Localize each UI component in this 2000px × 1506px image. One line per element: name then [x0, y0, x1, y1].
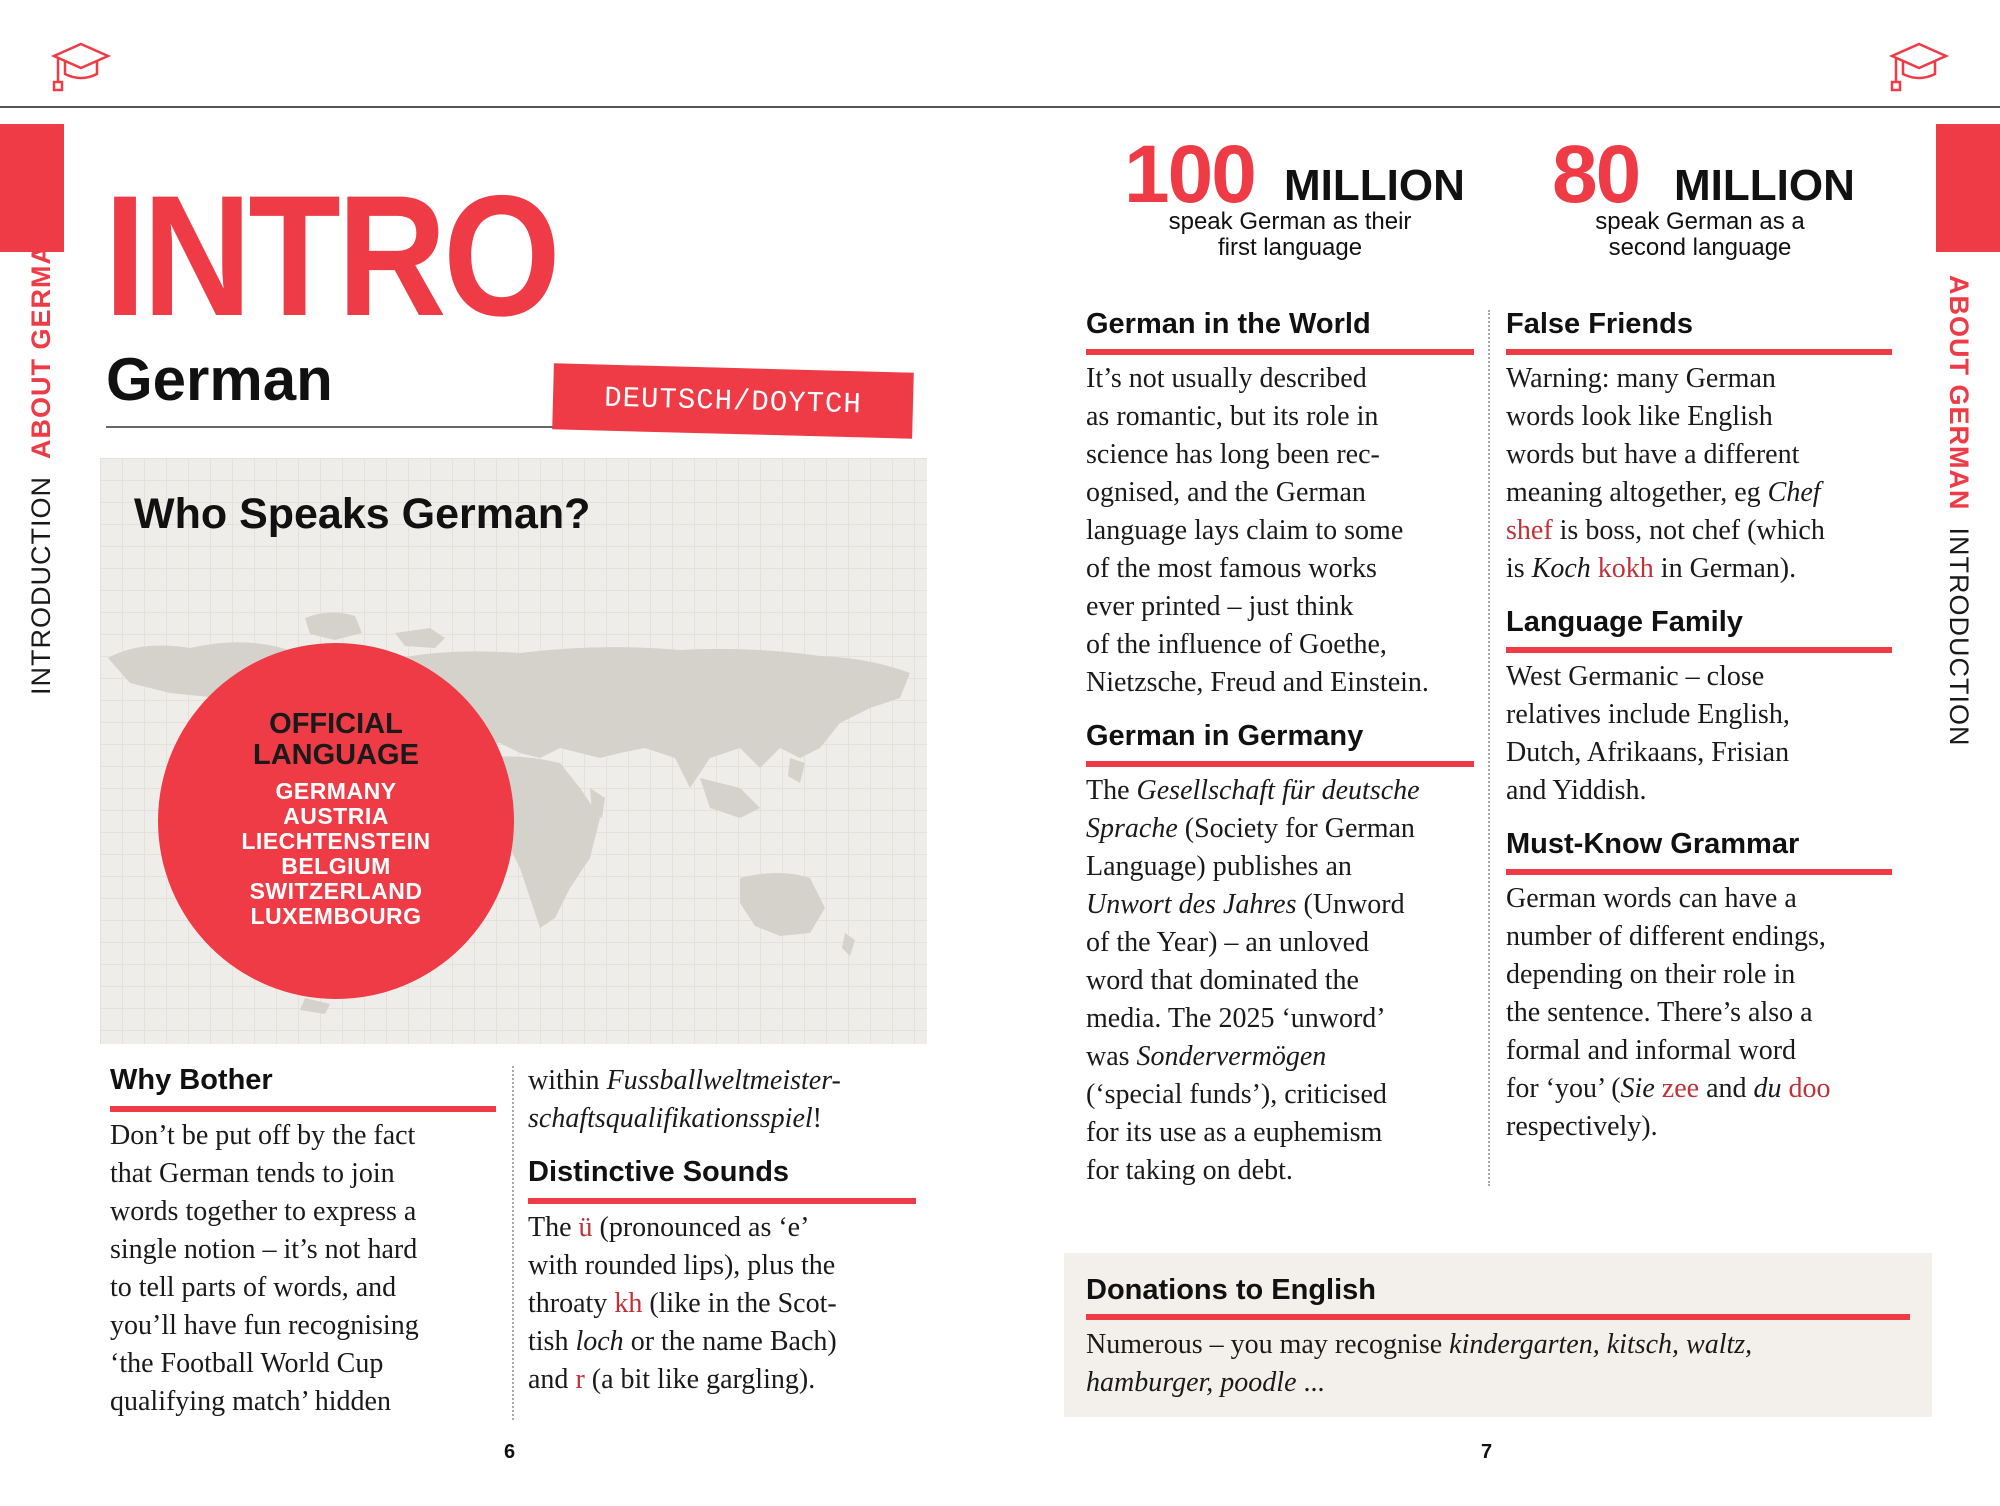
country-item: SWITZERLAND	[249, 878, 423, 904]
section-heading-german-germany: German in Germany	[1086, 720, 1364, 752]
right-edge-tab	[1936, 124, 2000, 252]
language-tag: DEUTSCH/DOYTCH	[552, 363, 914, 438]
country-item: GERMANY	[275, 778, 397, 804]
graduation-cap-icon	[50, 40, 112, 94]
section-heading-grammar: Must-Know Grammar	[1506, 828, 1800, 860]
german-germany-text: The Gesellschaft für deutsche Sprache (Society for German Language) publishes an Unwort des Jahres (Unword of the Year) – an unloved word that dominated the media. The 2025 ‘unword’ was Sondervermögen (‘special funds’), criticised for its use as a euphemism for taking on debt.	[1086, 775, 1420, 1186]
section-heading-distinctive-sounds: Distinctive Sounds	[528, 1156, 790, 1188]
page-title: INTRO	[104, 160, 558, 352]
country-item: LUXEMBOURG	[250, 903, 422, 929]
false-friends-text: Warning: many German words look like English words but have a different meaning altogether, eg Chef shef is boss, not chef (which is Koch kokh in German).	[1506, 363, 1825, 584]
country-item: BELGIUM	[281, 853, 391, 879]
graduation-cap-icon	[1888, 40, 1950, 94]
why-bother-text: Don’t be put off by the fact that German tends to join words together to express a single notion – it’s not hard to tell parts of words, and you’ll have fun recognising ‘the Football World Cup qualifying match’ hidden	[110, 1120, 419, 1417]
grammar-text: German words can have a number of different endings, depending on their role in the sentence. There’s also a formal and informal word for ‘you’ (Sie zee and du doo respectively).	[1506, 883, 1831, 1142]
section-heading-german-world: German in the World	[1086, 308, 1371, 340]
distinctive-sounds-text: The ü (pronounced as ‘e’ with rounded lips), plus the throaty kh (like in the Scot- tish loch or the name Bach) and r (a bit like gargling).	[528, 1212, 837, 1395]
page-number-left: 6	[504, 1441, 516, 1463]
official-heading: OFFICIAL LANGUAGE	[253, 708, 419, 771]
stat-unit: MILLION	[1674, 161, 1855, 210]
why-bother-continued: within Fussballweltmeister- schaftsqualifikationsspiel!	[528, 1065, 841, 1134]
page-number-right: 7	[1481, 1441, 1493, 1463]
column-divider	[1488, 310, 1490, 1186]
section-heading-language-family: Language Family	[1506, 606, 1743, 638]
column-divider	[512, 1066, 514, 1420]
country-list	[158, 779, 514, 929]
heading-underline	[1506, 647, 1892, 653]
stat-caption: speak German as their first language	[1168, 208, 1412, 261]
header-rule	[0, 106, 2000, 108]
heading-underline	[528, 1198, 916, 1204]
heading-underline	[1086, 1314, 1910, 1320]
map-title: Who Speaks German?	[134, 490, 591, 538]
side-label-left: INTRODUCTION ABOUT GERMAN	[26, 223, 56, 695]
heading-underline	[1506, 349, 1892, 355]
section-heading-donations: Donations to English	[1086, 1274, 1376, 1306]
side-label-right: ABOUT GERMAN INTRODUCTION	[1944, 275, 1974, 747]
language-family-text: West Germanic – close relatives include English, Dutch, Afrikaans, Frisian and Yiddish.	[1506, 661, 1790, 806]
country-item: AUSTRIA	[283, 803, 389, 829]
german-world-text: It’s not usually described as romantic, but its role in science has long been rec- ognised, and the German language lays claim to some of the most famous works ever printed – just think of the influence of Goethe, Nietzsche, Freud and Einstein.	[1086, 363, 1429, 698]
page-subtitle: German	[106, 346, 333, 413]
stat-unit: MILLION	[1284, 161, 1465, 210]
section-heading-false-friends: False Friends	[1506, 308, 1693, 340]
heading-underline	[1086, 349, 1474, 355]
official-language-circle	[158, 643, 514, 999]
heading-underline	[110, 1106, 496, 1112]
stat-number: 80	[1552, 129, 1640, 220]
stat-caption: speak German as a second language	[1595, 208, 1805, 261]
heading-underline	[1086, 761, 1474, 767]
country-item: LIECHTENSTEIN	[241, 828, 431, 854]
stat-number: 100	[1124, 129, 1255, 220]
heading-underline	[1506, 869, 1892, 875]
section-heading-why-bother: Why Bother	[110, 1064, 273, 1096]
title-rule	[106, 426, 626, 428]
donations-text: Numerous – you may recognise kindergarten, kitsch, waltz, hamburger, poodle ...	[1086, 1329, 1753, 1398]
